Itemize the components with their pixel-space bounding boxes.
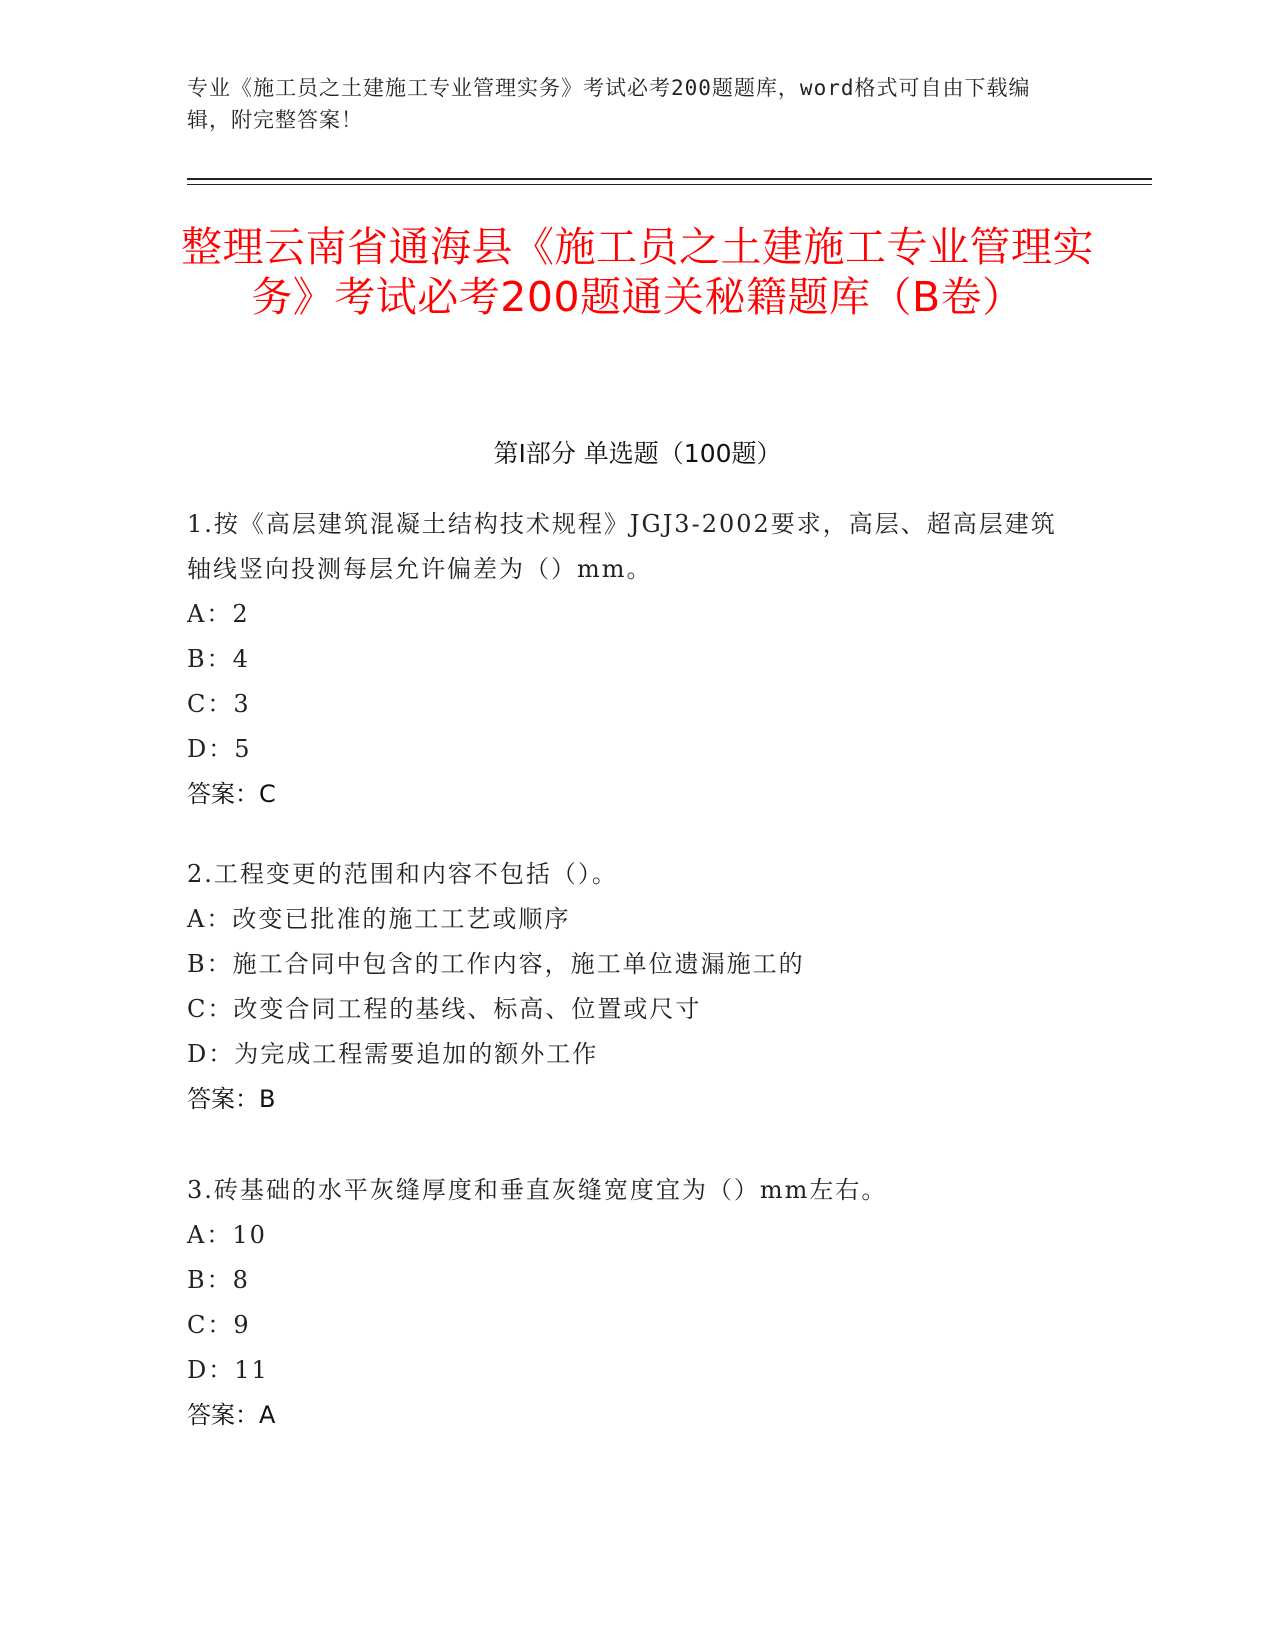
question-stem: 3.砖基础的水平灰缝厚度和垂直灰缝宽度宜为（）mm左右。 [187,1176,888,1204]
question-3 [187,1168,1087,1438]
option-c: C：3 [187,690,251,718]
option-c: C：9 [187,1311,251,1339]
option-a: A：改变已批准的施工工艺或顺序 [187,905,571,933]
question-2 [187,852,1087,1122]
header-note: 专业《施工员之土建施工专业管理实务》考试必考200题题库，word格式可自由下载编辑，附完整答案！ [187,76,1031,132]
header-divider-thick [187,178,1152,180]
option-d: D：5 [187,735,252,763]
question-stem: 2.工程变更的范围和内容不包括（）。 [187,860,618,888]
question-stem: 1.按《高层建筑混凝土结构技术规程》JGJ3-2002要求，高层、超高层建筑轴线竖向投测每层允许偏差为（）mm。 [187,510,1057,583]
option-d: D：为完成工程需要追加的额外工作 [187,1040,599,1068]
answer: 答案：A [187,1401,276,1429]
answer: 答案：B [187,1085,276,1113]
document-title: 整理云南省通海县《施工员之土建施工专业管理实务》考试必考200题通关秘籍题库（B卷） [181,223,1094,321]
option-b: B：施工合同中包含的工作内容，施工单位遗漏施工的 [187,950,805,978]
answer: 答案：C [187,780,276,808]
question-1 [187,502,1087,817]
option-d: D：11 [187,1356,269,1384]
option-b: B：4 [187,645,250,673]
option-c: C：改变合同工程的基线、标高、位置或尺寸 [187,995,702,1023]
option-a: A：2 [187,600,250,628]
section-title: 第I部分 单选题（100题） [493,439,782,468]
header-divider-thin [187,184,1152,185]
option-b: B：8 [187,1266,250,1294]
option-a: A：10 [187,1221,267,1249]
